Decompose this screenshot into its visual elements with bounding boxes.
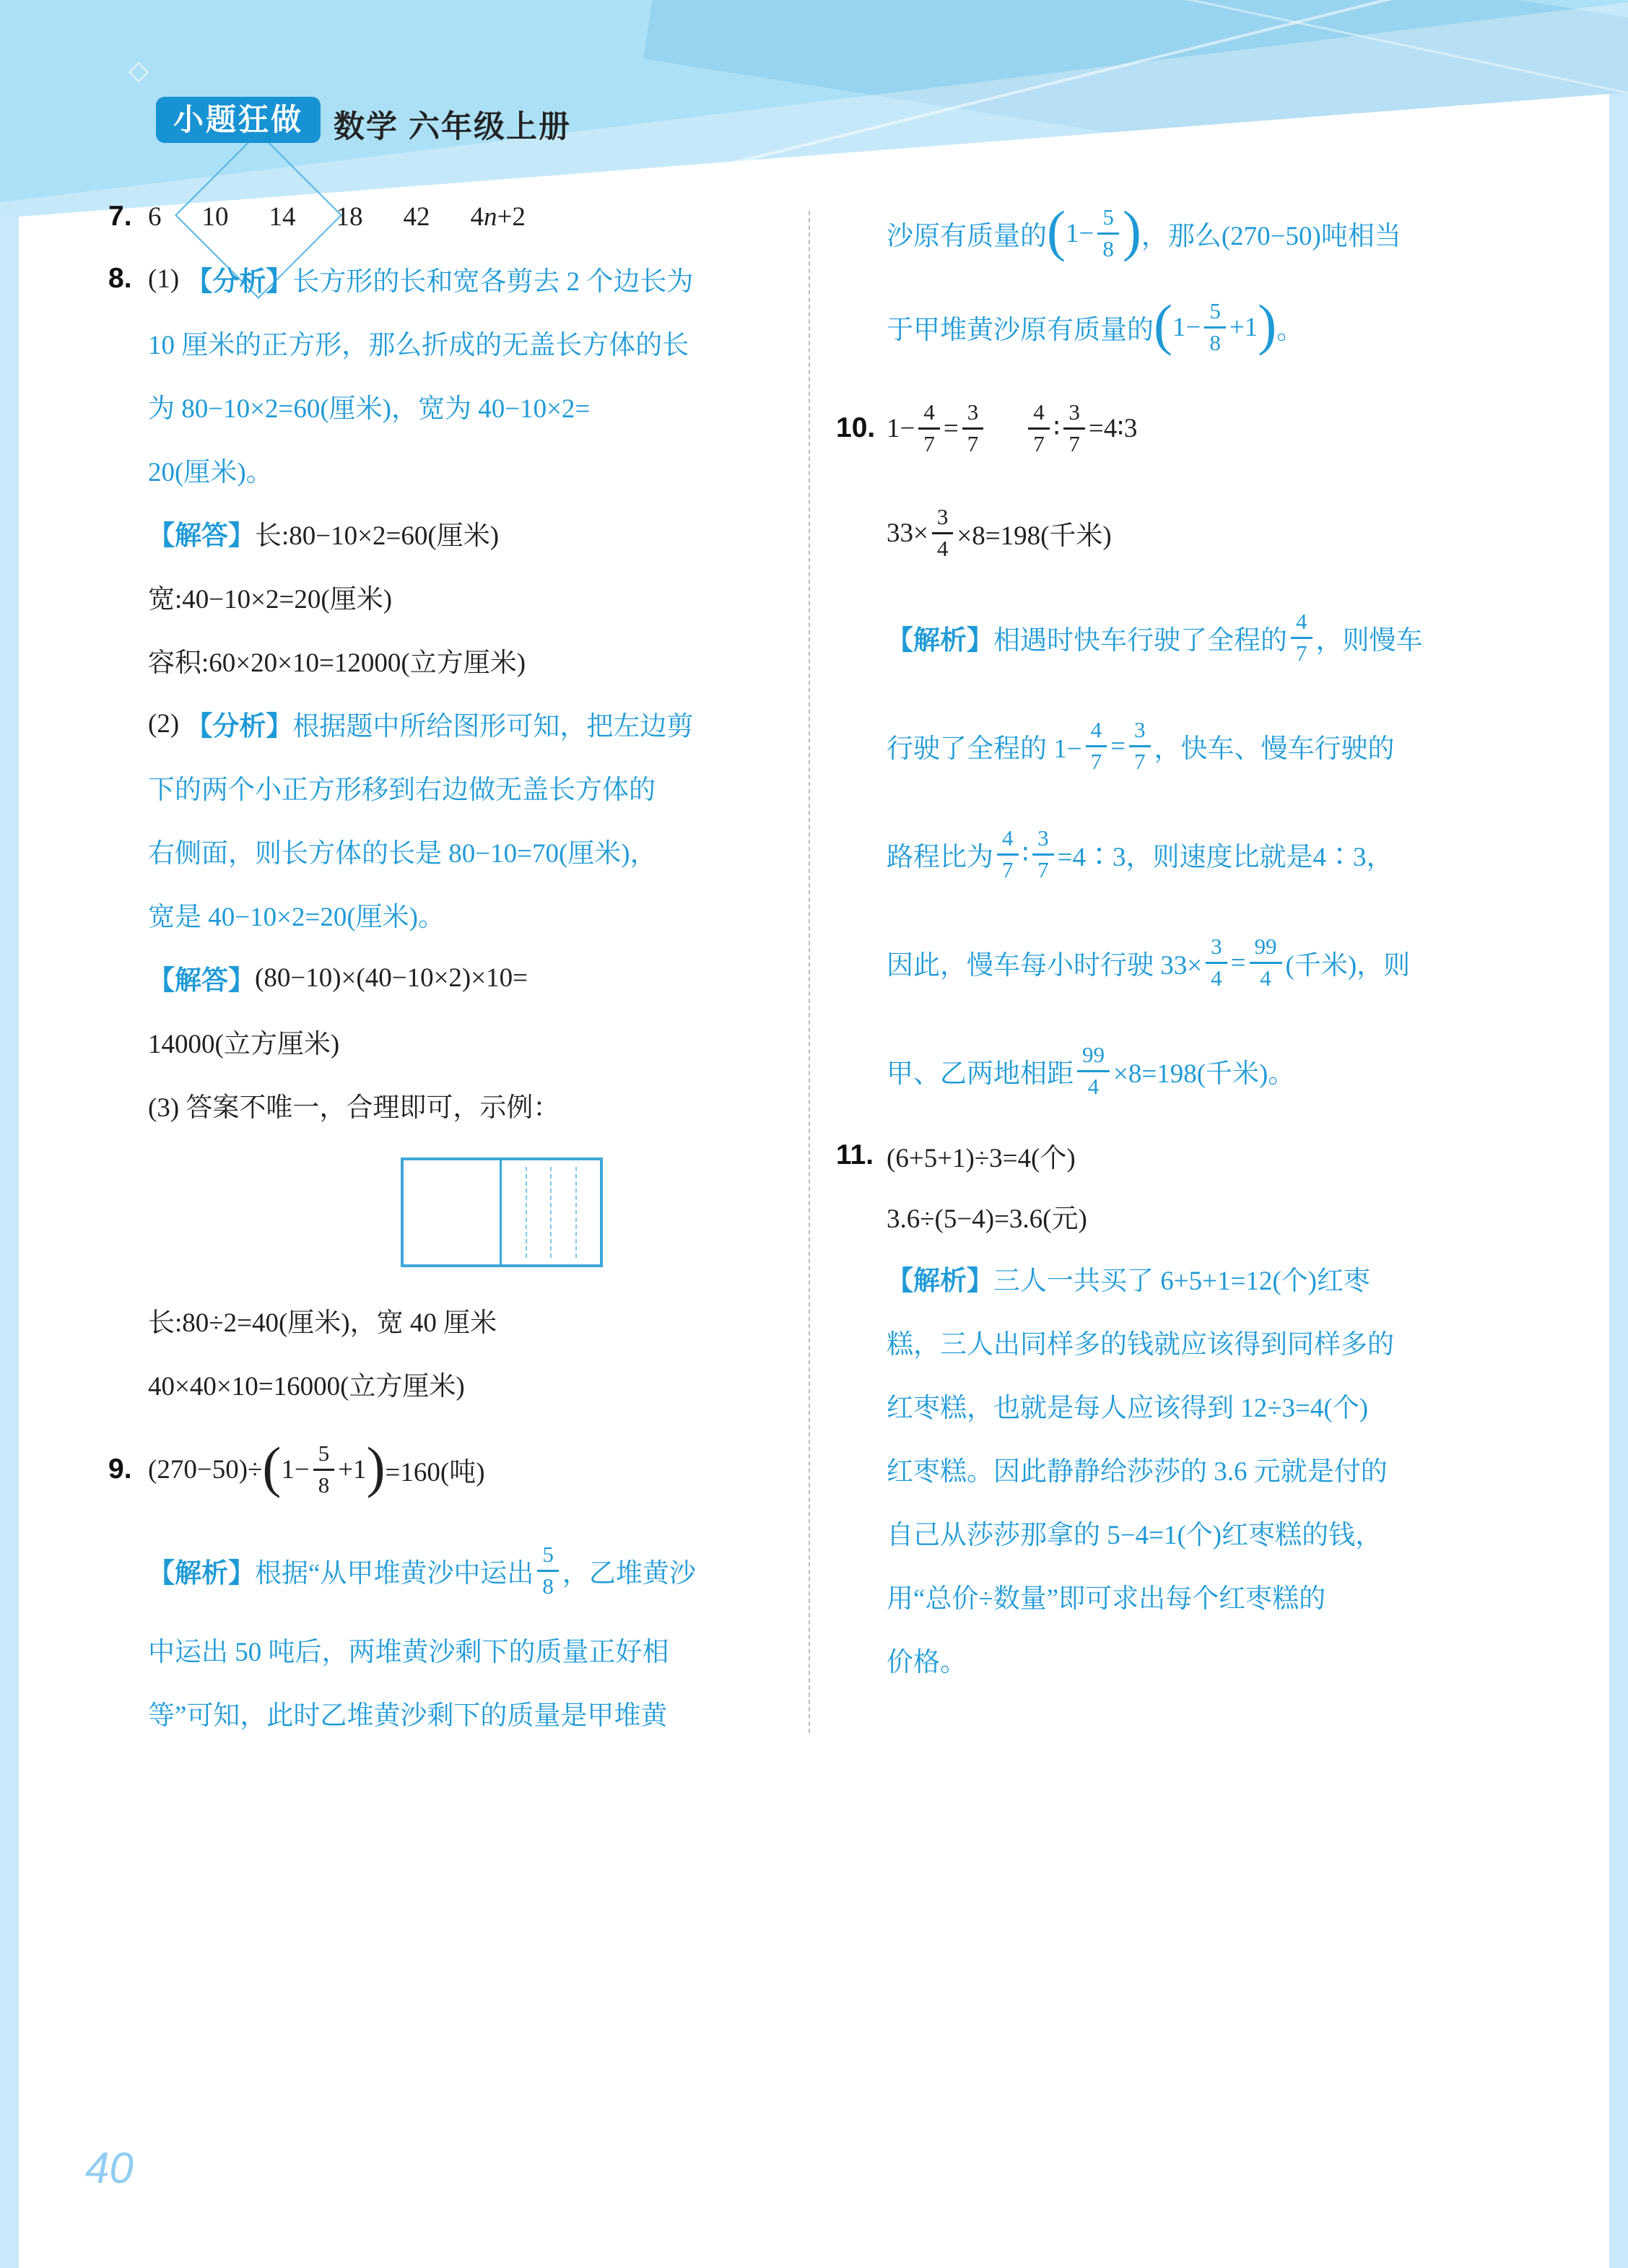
fraction-denominator: 8 xyxy=(542,1573,554,1599)
text-line xyxy=(887,1310,1522,1373)
text-run: 红枣糕。因此静静给莎莎的 3.6 元就是付的 xyxy=(887,1457,1388,1487)
text-line xyxy=(836,374,1522,482)
fraction-numerator: 3 xyxy=(1206,935,1227,964)
text-line xyxy=(148,1617,783,1681)
spacer xyxy=(987,428,1024,429)
fraction-denominator: 8 xyxy=(1209,329,1221,355)
fraction xyxy=(918,401,940,456)
text-run: (千米)，则 xyxy=(1285,951,1411,981)
text-run: 【解析】 xyxy=(887,1266,993,1296)
fraction xyxy=(1291,610,1313,665)
text-line xyxy=(887,1246,1522,1310)
problem-number: 7. xyxy=(108,201,132,232)
text-line xyxy=(887,1628,1522,1691)
fraction xyxy=(1032,827,1054,882)
text-run: 行驶了全程的 1− xyxy=(887,734,1082,764)
text-run: +1 xyxy=(338,1454,367,1485)
fraction xyxy=(1204,297,1226,355)
fraction-denominator: 7 xyxy=(923,430,935,456)
text-run: 1− xyxy=(1172,312,1201,342)
text-run: 为 80−10×2=60(厘米)，宽为 40−10×2= xyxy=(148,394,591,424)
fraction-numerator: 4 xyxy=(918,401,940,430)
fraction xyxy=(962,401,984,456)
text-run: = xyxy=(1230,947,1246,978)
diagram-fold-dashed-line xyxy=(526,1167,527,1258)
problem-number: 9. xyxy=(108,1454,132,1485)
text-line xyxy=(148,1524,783,1617)
text-run: 等”可知，此时乙堆黄沙剩下的质量是甲堆黄 xyxy=(148,1701,668,1731)
text-line xyxy=(887,1564,1522,1628)
book-subject-title: 数学 六年级上册 xyxy=(334,110,571,144)
fraction xyxy=(1077,1043,1110,1098)
fraction-numerator: 3 xyxy=(1129,718,1151,747)
diagram-right-panel xyxy=(502,1160,600,1264)
text-run: ，那么(270−50)吨相当 xyxy=(1141,222,1401,251)
fraction-numerator: 3 xyxy=(1063,401,1085,430)
fraction-numerator: 5 xyxy=(313,1442,335,1471)
fraction xyxy=(313,1442,335,1497)
text-run: ∶ xyxy=(1053,414,1061,443)
fraction-numerator: 5 xyxy=(1097,206,1119,235)
text-line xyxy=(887,1186,1522,1246)
text-line xyxy=(887,482,1522,583)
text-run: 容积:60×20×10=12000(立方厘米) xyxy=(148,648,526,678)
fraction xyxy=(1028,401,1050,456)
text-line xyxy=(148,1288,783,1352)
text-run: 糕，三人出同样多的钱就应该得到同样多的 xyxy=(887,1330,1394,1360)
text-run: 于甲堆黄沙原有质量的 xyxy=(887,316,1154,345)
text-run: = xyxy=(943,413,959,443)
fraction xyxy=(537,1543,559,1598)
text-line xyxy=(148,374,783,438)
text-line xyxy=(887,1017,1522,1125)
text-run: ，乙堆黄沙 xyxy=(562,1559,696,1589)
fraction-denominator: 4 xyxy=(1211,965,1222,991)
text-run: 10 厘米的正方形，那么折成的无盖长方体的长 xyxy=(148,331,689,360)
fraction xyxy=(932,505,954,560)
text-run: (270−50)÷ xyxy=(148,1454,263,1485)
text-line xyxy=(148,882,783,946)
fraction-numerator: 3 xyxy=(962,401,984,430)
problem-number: 10. xyxy=(836,412,876,443)
text-run: 相遇时快车行驶了全程的 xyxy=(993,626,1287,656)
text-run: 20(厘米)。 xyxy=(148,458,273,487)
text-run: (1) xyxy=(148,264,186,294)
text-run: (6+5+1)÷3=4(个) xyxy=(887,1144,1076,1173)
fraction-numerator: 5 xyxy=(1204,300,1226,329)
fraction-denominator: 7 xyxy=(1033,430,1045,456)
text-line xyxy=(148,692,783,755)
text-run: 红枣糕，也就是每人应该得到 12÷3=4(个) xyxy=(887,1394,1369,1423)
text-line xyxy=(887,1437,1522,1500)
left-edge-strip xyxy=(0,0,19,2268)
text-run: 18 xyxy=(336,201,363,232)
text-run: 1− xyxy=(1065,218,1094,248)
text-run: =4∶3，则速度比就是4∶3， xyxy=(1057,843,1393,872)
diagram-left-panel xyxy=(404,1160,502,1264)
column-right xyxy=(836,186,1522,1691)
text-run: 根据题中所给图形可知，把左边剪 xyxy=(292,712,694,742)
text-line xyxy=(887,908,1522,1017)
fraction-denominator: 8 xyxy=(1102,235,1114,261)
text-run: (80−10)×(40−10×2)×10= xyxy=(255,963,528,993)
fraction xyxy=(1097,206,1119,261)
text-run: 因此，慢车每小时行驶 33× xyxy=(887,951,1203,981)
fraction-denominator: 4 xyxy=(936,535,949,561)
fraction-numerator: 3 xyxy=(932,505,954,534)
fraction-numerator: 4 xyxy=(1291,610,1313,639)
text-run: 1− xyxy=(281,1454,310,1485)
fraction-numerator: 3 xyxy=(1032,827,1054,856)
fraction xyxy=(1129,718,1151,773)
text-run: ×8=198(千米)。 xyxy=(1113,1059,1295,1089)
fraction xyxy=(1206,935,1227,990)
box-net-diagram xyxy=(401,1157,603,1267)
fraction xyxy=(997,827,1019,882)
text-line xyxy=(148,565,783,628)
text-run: (2) xyxy=(148,708,186,739)
text-run: 。 xyxy=(1276,316,1304,345)
page-number: 40 xyxy=(85,2144,134,2192)
text-line xyxy=(887,1500,1522,1564)
diagram-row xyxy=(148,1137,783,1288)
text-line xyxy=(148,310,783,374)
text-run: ×8=198(千米) xyxy=(957,521,1112,551)
text-run: 路程比为 xyxy=(887,843,993,872)
text-run: (3) 答案不唯一，合理即可，示例： xyxy=(148,1093,560,1123)
text-line xyxy=(148,501,783,565)
fraction xyxy=(1063,401,1085,456)
fraction-denominator: 7 xyxy=(1296,640,1307,666)
text-run: 【解析】 xyxy=(887,626,993,656)
fraction-denominator: 7 xyxy=(1002,856,1014,882)
diagram-fold-dashed-line xyxy=(575,1167,577,1258)
fraction-numerator: 4 xyxy=(1028,401,1050,430)
text-line xyxy=(148,755,783,819)
text-run: 【解析】 xyxy=(148,1559,255,1589)
text-run: 【解答】 xyxy=(148,966,255,996)
text-run: 用“总价÷数量”即可求出每个红枣糕的 xyxy=(887,1584,1326,1614)
fraction-denominator: 7 xyxy=(1090,748,1102,774)
text-run: 42 xyxy=(403,201,430,232)
text-run: 沙原有质量的 xyxy=(887,222,1047,251)
text-run: n xyxy=(484,201,497,232)
fraction-denominator: 7 xyxy=(1037,856,1049,882)
text-run: 6 xyxy=(148,201,162,232)
text-run: 宽:40−10×2=20(厘米) xyxy=(148,585,393,614)
text-run: 长:80÷2=40(厘米)，宽 40 厘米 xyxy=(148,1308,497,1338)
text-run: ，则慢车 xyxy=(1315,626,1423,656)
fraction-denominator: 4 xyxy=(1260,965,1271,991)
text-run: ，快车、慢车行驶的 xyxy=(1154,734,1395,764)
text-run: 【分析】 xyxy=(186,712,293,742)
fraction-denominator: 7 xyxy=(1134,748,1146,774)
fraction-numerator: 4 xyxy=(997,827,1019,856)
text-line xyxy=(148,1352,783,1415)
fraction-numerator: 5 xyxy=(537,1543,559,1572)
text-run: ∶ xyxy=(1022,840,1030,869)
fraction-denominator: 4 xyxy=(1087,1073,1100,1099)
text-run: 【解答】 xyxy=(148,521,255,551)
right-edge-strip xyxy=(1609,0,1628,2268)
text-run: 4 xyxy=(470,201,484,232)
text-line xyxy=(108,247,783,310)
fraction-numerator: 99 xyxy=(1077,1043,1110,1072)
column-left xyxy=(108,186,783,1745)
text-line xyxy=(887,1373,1522,1437)
text-line: 沙原有质量的 ( 1− $\frac{5}{8}$ ) ，那么(270−50)吨相当 xyxy=(887,199,1401,262)
text-line xyxy=(148,1073,783,1137)
text-run: =4∶3 xyxy=(1088,414,1138,443)
column-divider xyxy=(809,211,810,1733)
text-line xyxy=(148,1009,783,1073)
text-line: 于甲堆黄沙原有质量的 ( 1− $\frac{5}{8}$ +1 ) 。 xyxy=(887,293,1304,356)
text-run: 三人一共买了 6+5+1=12(个)红枣 xyxy=(993,1266,1370,1296)
text-run: 3.6÷(5−4)=3.6(元) xyxy=(887,1204,1087,1234)
text-run: 价格。 xyxy=(887,1648,967,1677)
text-run: +1 xyxy=(1229,312,1258,342)
fraction-denominator: 7 xyxy=(967,430,979,456)
text-run: 右侧面，则长方体的长是 80−10=70(厘米)， xyxy=(148,839,657,869)
fraction-numerator: 99 xyxy=(1250,935,1282,964)
text-line xyxy=(108,186,783,247)
text-line xyxy=(887,583,1522,692)
fraction-denominator: 8 xyxy=(318,1472,330,1498)
text-run: 长:80−10×2=60(厘米) xyxy=(255,521,500,551)
problem-number: 11. xyxy=(836,1139,874,1170)
diagram-fold-dashed-line xyxy=(550,1167,552,1258)
text-run: 14 xyxy=(269,201,296,232)
text-run: 根据“从甲堆黄沙中运出 xyxy=(255,1559,534,1589)
text-run: 甲、乙两地相距 xyxy=(887,1059,1074,1089)
text-run: 宽是 40−10×2=20(厘米)。 xyxy=(148,903,445,932)
text-line xyxy=(887,692,1522,800)
text-run: 中运出 50 吨后，两堆黄沙剩下的质量正好相 xyxy=(148,1638,669,1667)
series-badge: 小题狂做 xyxy=(156,97,321,143)
text-line xyxy=(148,438,783,501)
text-run: 下的两个小正方形移到右边做无盖长方体的 xyxy=(148,775,656,805)
text-line: 9. (270−50)÷ ( 1− $\frac{5}{8}$ +1 ) =160(吨) xyxy=(108,1435,485,1498)
fraction-denominator: 7 xyxy=(1068,430,1080,456)
text-run: 14000(立方厘米) xyxy=(148,1030,340,1059)
problem-number: 8. xyxy=(108,263,132,294)
text-run: 【分析】 xyxy=(186,267,293,297)
text-line xyxy=(887,800,1522,908)
fraction xyxy=(1250,935,1282,990)
text-run: 10 xyxy=(201,201,229,232)
text-run: 长方形的长和宽各剪去 2 个边长为 xyxy=(292,267,694,297)
text-run: +2 xyxy=(497,201,526,232)
text-line xyxy=(148,946,783,1009)
fraction-numerator: 4 xyxy=(1086,718,1107,747)
fraction xyxy=(1086,718,1107,773)
text-line xyxy=(148,628,783,692)
text-line xyxy=(148,819,783,882)
text-line xyxy=(148,1681,783,1745)
text-run: = xyxy=(1110,731,1126,761)
text-line xyxy=(836,1125,1522,1186)
text-run: 1− xyxy=(887,413,915,443)
text-run: 40×40×10=16000(立方厘米) xyxy=(148,1372,465,1402)
text-run: =160(吨) xyxy=(385,1458,485,1487)
text-run: 自己从莎莎那拿的 5−4=1(个)红枣糕的钱， xyxy=(887,1521,1383,1550)
text-run: 33× xyxy=(887,518,928,548)
